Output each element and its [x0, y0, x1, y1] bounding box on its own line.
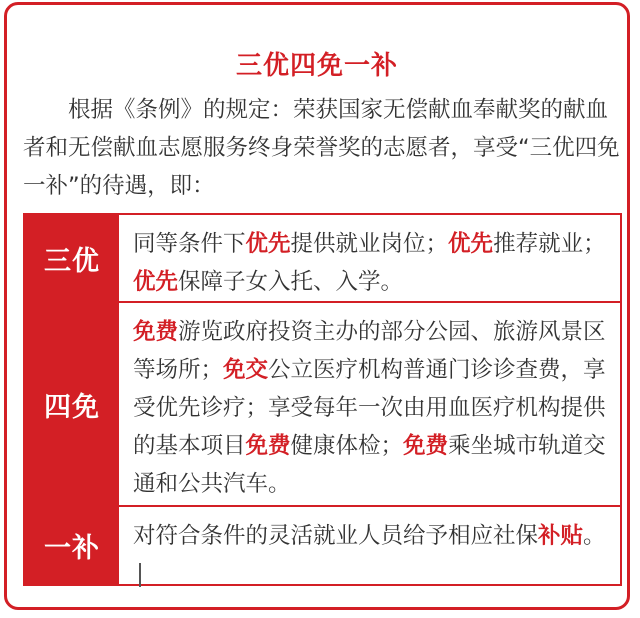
- row-sanyou: [25, 215, 620, 301]
- highlight-text: 免费: [133, 319, 179, 345]
- highlight-text: 优先: [245, 231, 291, 257]
- benefits-table: [23, 213, 622, 586]
- highlight-text: 优先: [448, 231, 494, 257]
- highlight-text: 免费: [245, 433, 291, 459]
- row-label: 一补: [25, 507, 119, 584]
- info-card: [4, 2, 630, 610]
- row-content: [119, 303, 620, 505]
- row-content: [119, 507, 620, 584]
- highlight-text: 优先: [133, 269, 179, 295]
- intro-paragraph: [23, 91, 621, 205]
- body-text: 公立医疗机构普通门诊诊查费，享受优先诊疗；享受每年一次由用血医疗机构提供的基本项目: [133, 357, 606, 459]
- body-text: 推荐就业；: [493, 231, 606, 257]
- body-text: 对符合条件的灵活就业人员给予相应社保: [133, 523, 539, 549]
- row-content: [119, 215, 620, 301]
- text-cursor: [139, 563, 141, 587]
- row-simian: [25, 303, 620, 505]
- row-label: 三优: [25, 215, 119, 301]
- body-text: 保障子女入托、入学。: [178, 269, 404, 295]
- highlight-text: 补贴: [538, 523, 584, 549]
- body-text: 健康体检；: [290, 433, 404, 459]
- row-yibu: [25, 507, 620, 584]
- row-label: 四免: [25, 303, 119, 505]
- body-text: 提供就业岗位；: [290, 231, 449, 257]
- body-text: 游览政府投资主办的部分公园、旅游风景区等场所；: [133, 319, 606, 383]
- body-text: 同等条件下: [133, 231, 246, 257]
- highlight-text: 免费: [403, 433, 449, 459]
- body-text: 。: [583, 523, 606, 549]
- body-text: 乘坐城市轨道交通和公共汽车。: [133, 433, 606, 497]
- intro-text: 根据《条例》的规定：荣获国家无偿献血奉献奖的献血者和无偿献血志愿服务终身荣誉奖的志愿者，享受“三优四免一补”的待遇，即：: [23, 97, 620, 199]
- highlight-text: 免交: [223, 357, 269, 383]
- card-title: 三优四免一补: [235, 51, 398, 81]
